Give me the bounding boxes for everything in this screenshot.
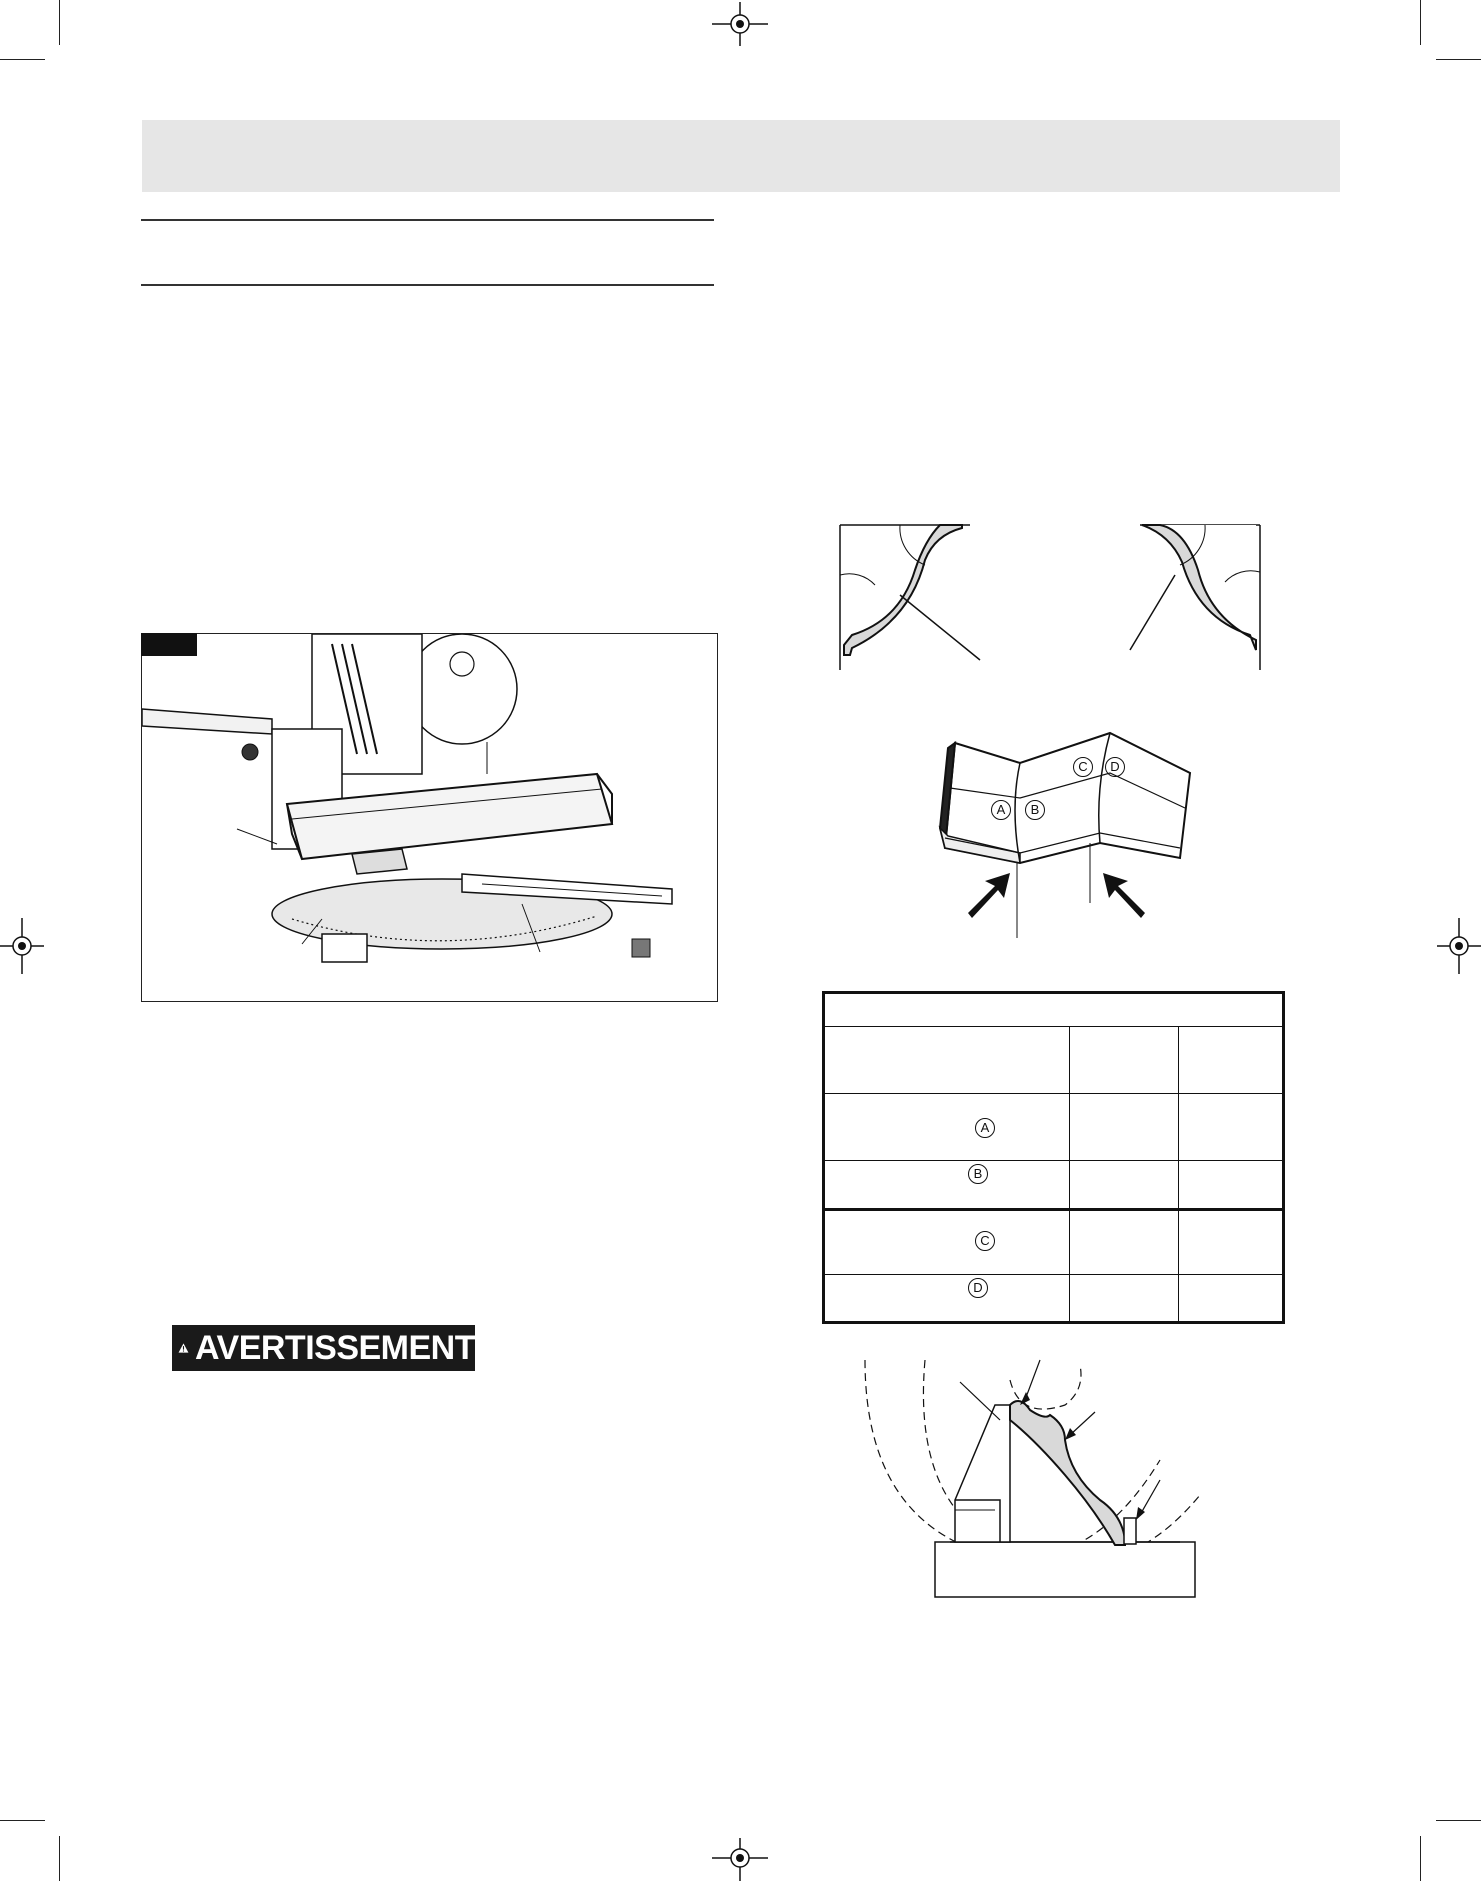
table-column-divider xyxy=(1069,1026,1070,1321)
table-row xyxy=(825,1160,1282,1161)
miter-saw-illustration xyxy=(142,634,717,1001)
crop-mark xyxy=(1436,59,1481,60)
row-marker-a: A xyxy=(975,1118,995,1138)
row-marker-c: C xyxy=(975,1231,995,1251)
marker-c: C xyxy=(1073,757,1093,777)
crop-mark xyxy=(59,1836,60,1881)
corner-molding-diagram xyxy=(920,728,1195,943)
registration-mark-icon xyxy=(712,1838,768,1881)
registration-mark-icon xyxy=(1437,918,1481,974)
marker-d: D xyxy=(1105,757,1125,777)
crop-mark xyxy=(1436,1820,1481,1821)
marker-a: A xyxy=(991,800,1011,820)
crown-profile-diagram xyxy=(830,490,1310,680)
miter-bevel-table xyxy=(822,991,1285,1324)
warning-triangle-icon xyxy=(178,1328,189,1368)
warning-label xyxy=(172,1325,475,1371)
registration-mark-icon xyxy=(0,918,44,974)
table-row xyxy=(825,1274,1282,1275)
table-header-divider xyxy=(825,1026,1282,1027)
crop-mark xyxy=(59,0,60,45)
table-row xyxy=(825,1093,1282,1094)
section-rule xyxy=(141,219,714,221)
crop-mark xyxy=(1420,1836,1421,1881)
page-header-band xyxy=(142,120,1340,192)
section-rule xyxy=(141,284,714,286)
row-marker-d: D xyxy=(968,1278,988,1298)
saw-figure xyxy=(141,633,718,1002)
registration-mark-icon xyxy=(712,2,768,46)
row-marker-b: B xyxy=(968,1164,988,1184)
figure-tab xyxy=(141,633,197,656)
molding-against-fence-diagram xyxy=(860,1350,1240,1600)
warning-text: AVERTISSEMENT xyxy=(194,1328,475,1367)
marker-b: B xyxy=(1025,800,1045,820)
table-row xyxy=(825,1208,1282,1211)
crop-mark xyxy=(0,1820,45,1821)
crop-mark xyxy=(0,59,45,60)
table-column-divider xyxy=(1178,1026,1179,1321)
crop-mark xyxy=(1420,0,1421,45)
